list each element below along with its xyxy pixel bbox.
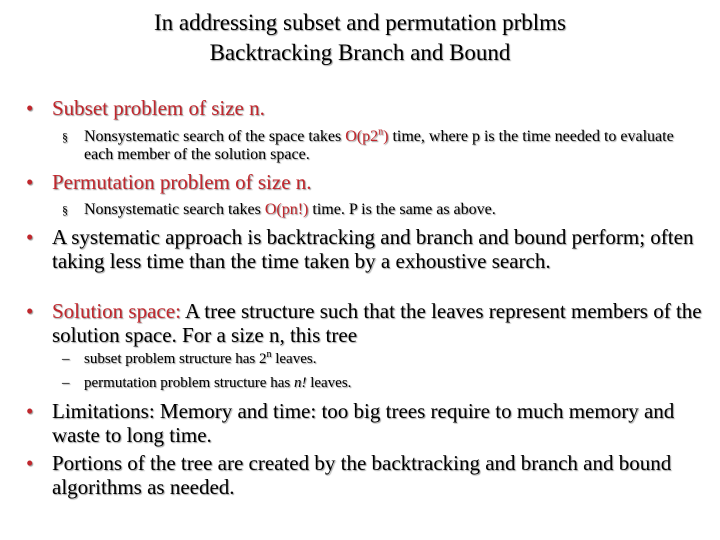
bullet-text: Limitations: Memory and time: too big trees require to much memory and waste to long time.: [52, 399, 675, 447]
dash-item-permutation-structure: [62, 374, 351, 392]
bullet-text: [52, 299, 720, 347]
sub-bullet-text: [84, 201, 674, 219]
text-run: leaves.: [271, 351, 317, 367]
dash-item-text: [84, 350, 316, 368]
bullet-portions-of-tree: [26, 451, 720, 499]
sub-bullet-text: [84, 128, 674, 164]
text-run: ): [383, 128, 389, 145]
sub-bullet-marker: §: [62, 203, 68, 217]
title-line-1: In addressing subset and permutation prblms: [153, 10, 566, 35]
text-run: permutation problem structure has: [84, 375, 294, 391]
bullet-marker: •: [26, 225, 34, 249]
text-run: Nonsystematic search takes: [84, 201, 265, 218]
bullet-solution-space: [26, 299, 720, 347]
bullet-subset-problem: [26, 96, 720, 120]
bullet-text: Permutation problem of size n.: [52, 170, 312, 194]
bullet-text: Subset problem of size n.: [52, 96, 265, 120]
bullet-permutation-problem: [26, 170, 720, 194]
bullet-marker: •: [26, 170, 34, 194]
slide-title: [0, 8, 720, 68]
sub-bullet-permutation-search: [62, 201, 674, 219]
text-run: time. P is the same as above.: [308, 201, 496, 218]
complexity-highlight: O(pn!): [264, 201, 309, 218]
sub-bullet-marker: §: [62, 130, 68, 144]
superscript: n: [266, 349, 272, 360]
text-run: O(p2: [345, 128, 379, 145]
bullet-text: A systematic approach is backtracking and branch and bound perform; often taking less time than the time taken by a exhoustive search.: [52, 225, 694, 273]
bullet-marker: •: [26, 451, 34, 475]
text-run: time, where p is the time needed to evaluate each member of the solution space.: [84, 128, 674, 163]
dash-item-subset-structure: [62, 350, 316, 368]
term-highlight: Solution space:: [52, 299, 181, 323]
bullet-marker: •: [26, 96, 34, 120]
title-line-2: Backtracking Branch and Bound: [209, 40, 511, 65]
superscript: n: [378, 126, 384, 138]
text-run: subset problem structure has 2: [84, 351, 267, 367]
bullet-text: Portions of the tree are created by the backtracking and branch and bound algorithms as needed.: [52, 451, 672, 499]
sub-bullet-subset-search: [62, 128, 674, 164]
bullet-marker: •: [26, 399, 34, 423]
factorial-term: n!: [293, 375, 307, 391]
bullet-limitations: [26, 399, 720, 447]
dash-item-text: [84, 374, 351, 392]
text-run: A tree structure such that the leaves represent members of the solution space. For a size n, this tree: [52, 299, 702, 347]
dash-marker: –: [62, 375, 70, 391]
bullet-systematic-approach: [26, 225, 720, 273]
text-run: leaves.: [306, 375, 352, 391]
bullet-marker: •: [26, 299, 34, 323]
text-run: Nonsystematic search of the space takes: [84, 128, 346, 145]
dash-marker: –: [62, 351, 70, 367]
complexity-highlight: [345, 128, 388, 145]
